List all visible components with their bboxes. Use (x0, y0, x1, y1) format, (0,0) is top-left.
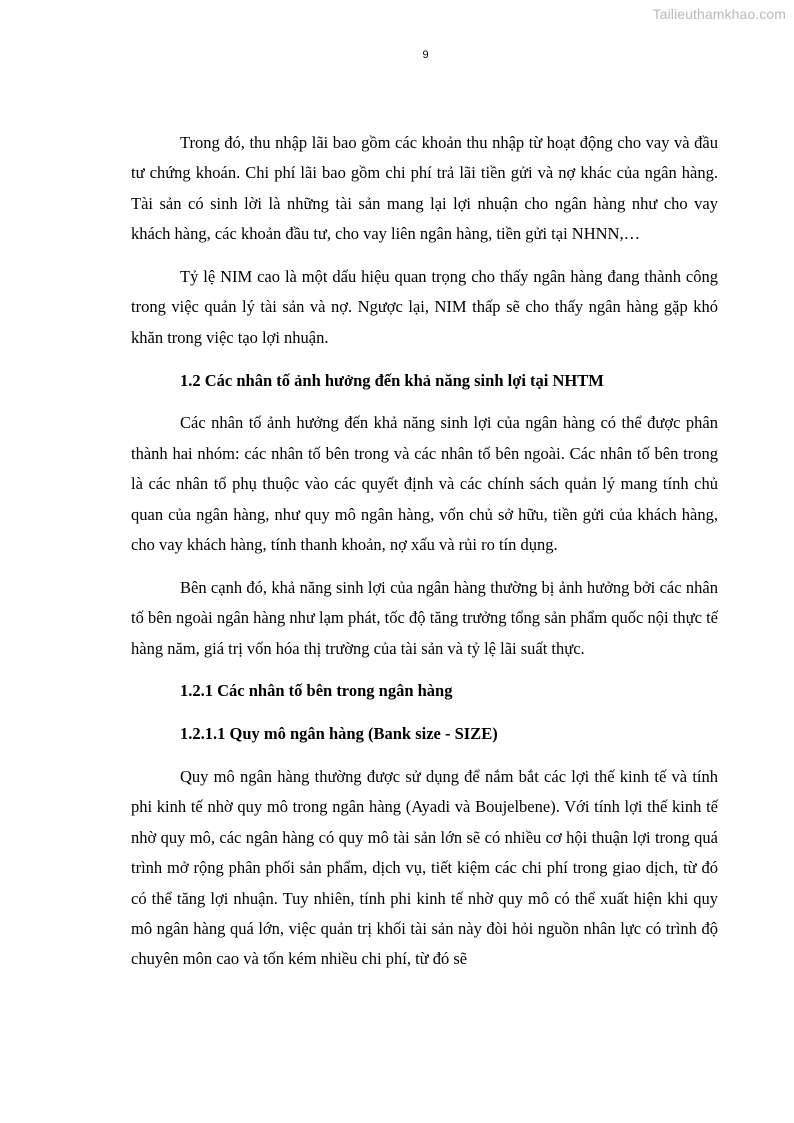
document-body (131, 128, 718, 987)
paragraph-factor-groups: Các nhân tố ảnh hưởng đến khả năng sinh lợi của ngân hàng có thể được phân thành hai nhóm: các nhân tố bên trong và các nhân tố bên ngoài. Các nhân tố bên trong là các nhân tố phụ thuộc vào các quyết định và các chính sách quản lý mang tính chủ quan của ngân hàng, như quy mô ngân hàng, vốn chủ sở hữu, tiền gửi của khách hàng, cho vay khách hàng, tính thanh khoản, nợ xấu và rủi ro tín dụng. (131, 413, 718, 555)
paragraph-bank-size: Quy mô ngân hàng thường được sử dụng để nắm bắt các lợi thế kinh tế và tính phi kinh tế nhờ quy mô trong ngân hàng (Ayadi và Boujelbene). Với tính lợi thế kinh tế nhờ quy mô, các ngân hàng có quy mô tài sản lớn sẽ có nhiều cơ hội thuận lợi trong quá trình mở rộng phân phối sản phẩm, dịch vụ, tiết kiệm các chi phí trong giao dịch, từ đó có thể tăng lợi nhuận. Tuy nhiên, tính phi kinh tế nhờ quy mô có thể xuất hiện khi quy mô ngân hàng quá lớn, việc quản trị khối tài sản này đòi hỏi nguồn nhân lực có trình độ chuyên môn cao và tốn kém nhiều chi phí, từ đó sẽ (131, 767, 718, 969)
paragraph-nim-interpretation: Tỷ lệ NIM cao là một dấu hiệu quan trọng cho thấy ngân hàng đang thành công trong việc quản lý tài sản và nợ. Ngược lại, NIM thấp sẽ cho thấy ngân hàng gặp khó khăn trong việc tạo lợi nhuận. (131, 267, 718, 347)
section-heading-1-2-1: 1.2.1 Các nhân tố bên trong ngân hàng (180, 681, 453, 701)
page-number: 9 (422, 49, 429, 61)
section-heading-1-2-1-1: 1.2.1.1 Quy mô ngân hàng (Bank size - SIZE) (180, 724, 498, 744)
paragraph-nim-definition: Trong đó, thu nhập lãi bao gồm các khoản thu nhập từ hoạt động cho vay và đầu tư chứng khoán. Chi phí lãi bao gồm chi phí trả lãi tiền gửi và nợ khác của ngân hàng. Tài sản có sinh lời là những tài sản mang lại lợi nhuận cho ngân hàng như cho vay khách hàng, các khoản đầu tư, cho vay liên ngân hàng, tiền gửi tại NHNN,… (131, 133, 718, 244)
paragraph-external-factors: Bên cạnh đó, khả năng sinh lợi của ngân hàng thường bị ảnh hưởng bởi các nhân tố bên ngoài ngân hàng như lạm phát, tốc độ tăng trưởng tổng sản phẩm quốc nội thực tế hàng năm, giá trị vốn hóa thị trường của tài sản và tỷ lệ lãi suất thực. (131, 577, 718, 658)
watermark: Tailieuthamkhao.com (652, 6, 786, 22)
section-heading-1-2: 1.2 Các nhân tố ảnh hưởng đến khả năng sinh lợi tại NHTM (180, 370, 604, 390)
